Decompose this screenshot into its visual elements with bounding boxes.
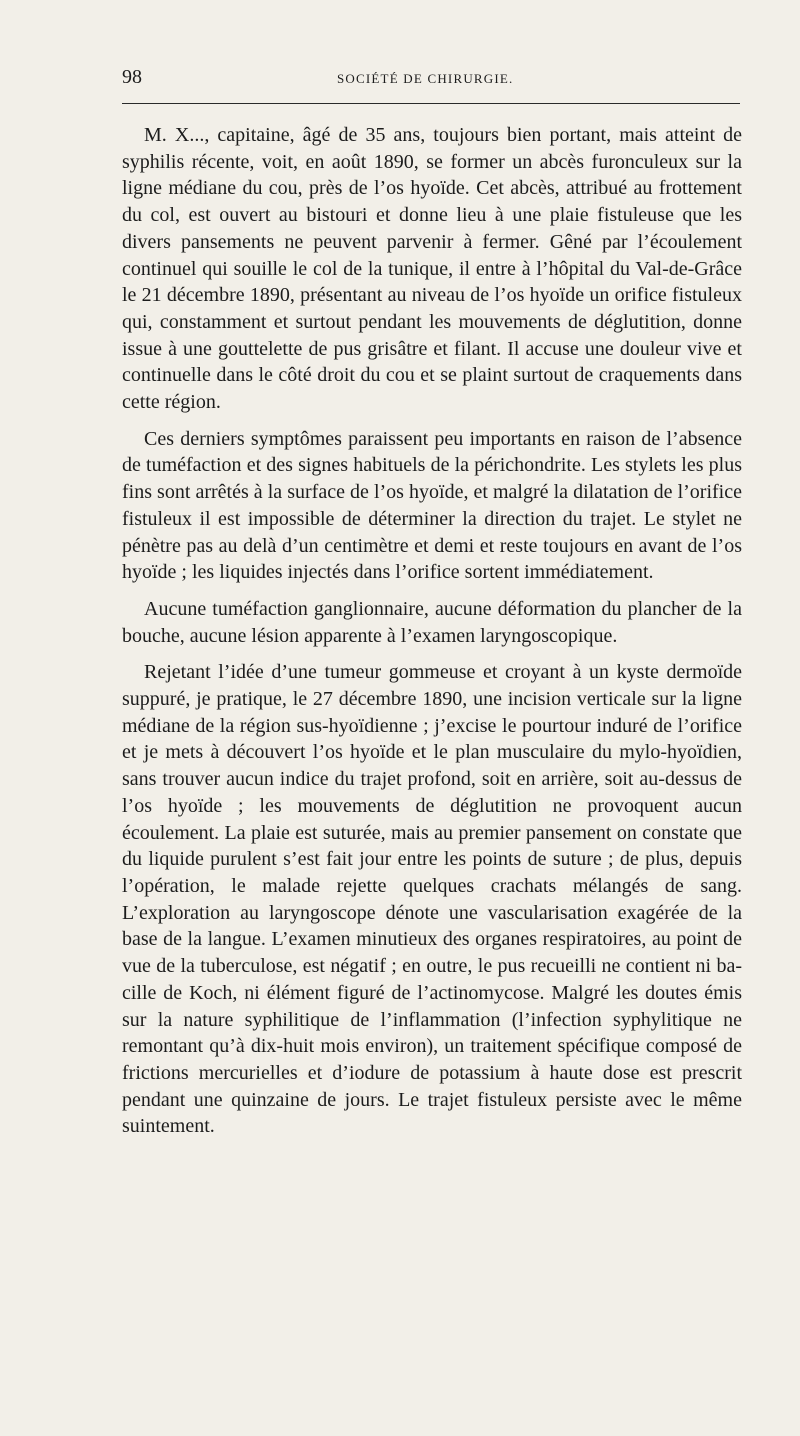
paragraph: Aucune tuméfaction ganglionnaire, aucune déformation du plancher de la bouche, aucune lésion apparente à l’examen laryngoscopique. [122,597,742,647]
header-rule [122,103,740,104]
paragraph: M. X..., capitaine, âgé de 35 ans, toujours bien portant, mais atteint de syphilis récente, voit, en août 1890, se former un abcès furonculeux sur la ligne médiane du cou, près de l’os hyoïde. Cet abcès, attribué au frottement du col, est ouvert au bistouri et donne lieu à une plaie fistuleuse que les divers pansements ne peuvent parvenir à fermer. Gêné par l’écoulement continuel qui souille le col de la tunique, il entre à l’hôpital du Val-de-Grâce le 21 décembre 1890, présentant au niveau de l’os hyoïde un orifice fistuleux qui, constamment et surtout pendant les mouvements de déglutition, donne issue à une gouttelette de pus grisâtre et filant. Il accuse une douleur vive et continuelle dans le côté droit du cou et se plaint surtout de craquements dans cette région. [122,124,742,414]
paragraph: Ces derniers symptômes paraissent peu importants en raison de l’absence de tuméfaction et des signes habituels de la périchondrite. Les stylets les plus fins sont arrêtés à la surface de l’os hyoïde, et malgré la dilatation de l’orifice fistuleux il est impossible de déterminer la direction du trajet. Le stylet ne pénètre pas au delà d’un centimètre et demi et reste toujours en avant de l’os hyoïde ; les liquides injectés dans l’orifice sortent immédiatement. [122,427,742,584]
running-title: SOCIÉTÉ DE CHIRURGIE. [337,71,514,86]
page-header [122,66,740,94]
body-text [122,122,742,1150]
page-number: 98 [122,66,142,88]
paragraph: Rejetant l’idée d’une tumeur gommeuse et croyant à un kyste dermoïde suppuré, je pratique, le 27 décembre 1890, une incision verticale sur la ligne médiane de la région sus-hyoïdienne ; j’excise le pourtour induré de l’orifice et je mets à découvert l’os hyoïde et le plan musculaire du mylo-hyoïdien, sans trouver aucun indice du trajet profond, soit en arrière, soit au-dessus de l’os hyoïde ; les mouvements de déglutition ne provoquent aucun écoulement. La plaie est suturée, mais au premier pansement on constate que du liquide purulent s’est fait jour entre les points de suture ; de plus, depuis l’opération, le malade rejette quelques crachats mélangés de sang. L’exploration au laryngoscope dénote une vascularisation exagérée de la base de la langue. L’examen minutieux des organes respiratoires, au point de vue de la tuberculose, est négatif ; en outre, le pus recueilli ne contient ni bacille de Koch, ni élément figuré de l’actinomycose. Malgré les doutes émis sur la nature syphilitique de l’inflammation (l’infection syphylitique ne remontant qu’à dix-huit mois environ), un traitement spécifique composé de frictions mercurielles et d’iodure de potassium à haute dose est prescrit pendant une quinzaine de jours. Le trajet fistuleux persiste avec le même suintement. [122,661,742,1138]
